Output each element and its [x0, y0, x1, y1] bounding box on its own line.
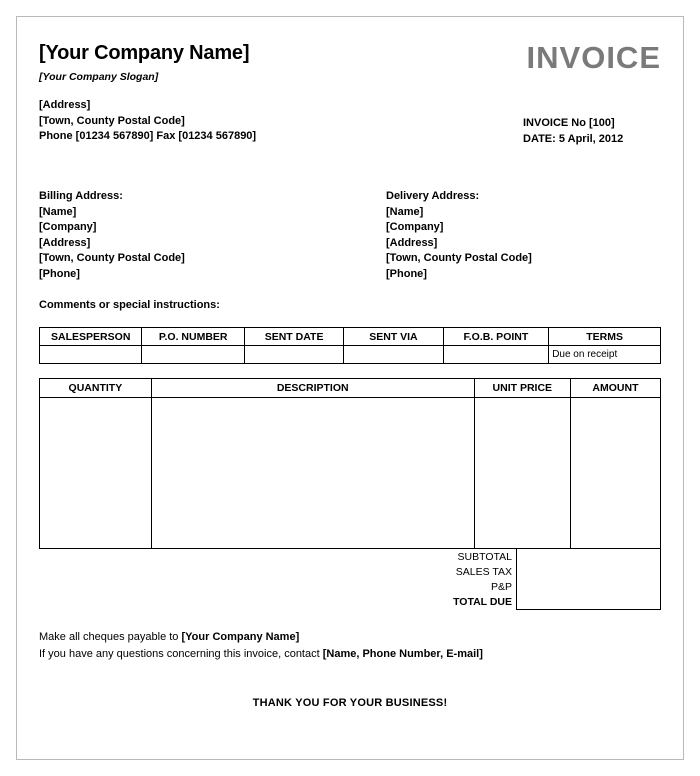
invoice-header [39, 41, 661, 181]
order-info-table [39, 327, 661, 364]
company-name: [Your Company Name] [39, 42, 250, 64]
header-fob-point: F.O.B. POINT [443, 328, 549, 346]
totals-row-pp [353, 579, 661, 594]
cell-terms[interactable]: Due on receipt [549, 346, 661, 364]
header-sent-date: SENT DATE [244, 328, 343, 346]
billing-address-title: Billing Address: [39, 190, 123, 202]
cell-unit-price-area[interactable] [474, 398, 570, 549]
value-pp[interactable] [517, 579, 661, 594]
totals-row-total-due [353, 594, 661, 610]
delivery-address-block [386, 189, 532, 282]
billing-phone: [Phone] [39, 267, 80, 280]
billing-name: [Name] [39, 205, 77, 218]
thank-you-message: THANK YOU FOR YOUR BUSINESS! [252, 697, 448, 709]
billing-address-block [39, 189, 185, 282]
totals-row-sales-tax [353, 564, 661, 579]
label-sales-tax: SALES TAX [455, 565, 512, 578]
billing-address: [Address] [39, 236, 91, 249]
invoice-content [39, 41, 661, 749]
label-total-due: TOTAL DUE [453, 595, 512, 608]
cheques-prefix: Make all cheques payable to [39, 631, 182, 643]
cell-sent-date[interactable] [244, 346, 343, 364]
company-address-line2: [Town, County Postal Code] [39, 114, 185, 127]
header-sent-via: SENT VIA [344, 328, 443, 346]
invoice-meta-block [461, 116, 661, 147]
cell-quantity-area[interactable] [40, 398, 152, 549]
invoice-number-row [461, 116, 661, 132]
header-amount: AMOUNT [570, 379, 660, 398]
header-po-number: P.O. NUMBER [142, 328, 244, 346]
comments-label: Comments or special instructions: [39, 299, 220, 311]
line-items-table [39, 378, 661, 549]
delivery-town: [Town, County Postal Code] [386, 252, 532, 264]
billing-town: [Town, County Postal Code] [39, 252, 185, 264]
order-info-header-row [40, 328, 661, 346]
delivery-phone: [Phone] [386, 267, 427, 280]
questions-line [39, 646, 661, 663]
questions-prefix: If you have any questions concerning this invoice, contact [39, 648, 323, 660]
header-quantity: QUANTITY [40, 379, 152, 398]
invoice-number-label: INVOICE No [523, 117, 586, 129]
questions-contact: [Name, Phone Number, E-mail] [322, 648, 483, 660]
line-items-body-row [40, 398, 661, 549]
cell-salesperson[interactable] [40, 346, 142, 364]
value-sales-tax[interactable] [517, 564, 661, 579]
value-total-due[interactable] [517, 594, 661, 610]
line-items-section [39, 378, 661, 549]
delivery-name: [Name] [386, 205, 424, 218]
delivery-address: [Address] [386, 236, 438, 249]
cell-po-number[interactable] [142, 346, 244, 364]
value-subtotal[interactable] [517, 549, 661, 564]
invoice-date-value: 5 April, 2012 [558, 132, 624, 145]
order-info-value-row [40, 346, 661, 364]
cell-sent-via[interactable] [344, 346, 443, 364]
label-subtotal: SUBTOTAL [457, 550, 512, 563]
header-unit-price: UNIT PRICE [474, 379, 570, 398]
cell-fob-point[interactable] [443, 346, 549, 364]
invoice-date-label: DATE: [523, 132, 556, 145]
company-slogan: [Your Company Slogan] [39, 71, 159, 83]
delivery-address-title: Delivery Address: [386, 190, 480, 202]
header-description: DESCRIPTION [151, 379, 474, 398]
totals-row-subtotal [353, 549, 661, 564]
address-section [39, 189, 661, 281]
totals-table [353, 549, 661, 610]
header-salesperson: SALESPERSON [40, 328, 142, 346]
invoice-title: INVOICE [526, 40, 661, 75]
invoice-number-value: [100] [589, 117, 615, 129]
line-items-header-row [40, 379, 661, 398]
company-address-line1: [Address] [39, 99, 91, 111]
invoice-page [16, 16, 684, 760]
invoice-date-row [461, 132, 661, 148]
label-pp: P&P [490, 580, 512, 593]
cheques-line [39, 629, 661, 646]
company-contact-line: Phone [01234 567890] Fax [01234 567890] [39, 130, 257, 142]
cheques-company: [Your Company Name] [181, 631, 300, 643]
cell-description-area[interactable] [151, 398, 474, 549]
billing-company: [Company] [39, 221, 97, 233]
invoice-footer [39, 629, 661, 663]
delivery-company: [Company] [386, 221, 444, 233]
header-terms: TERMS [549, 328, 661, 346]
cell-amount-area[interactable] [570, 398, 660, 549]
totals-section [39, 549, 661, 611]
